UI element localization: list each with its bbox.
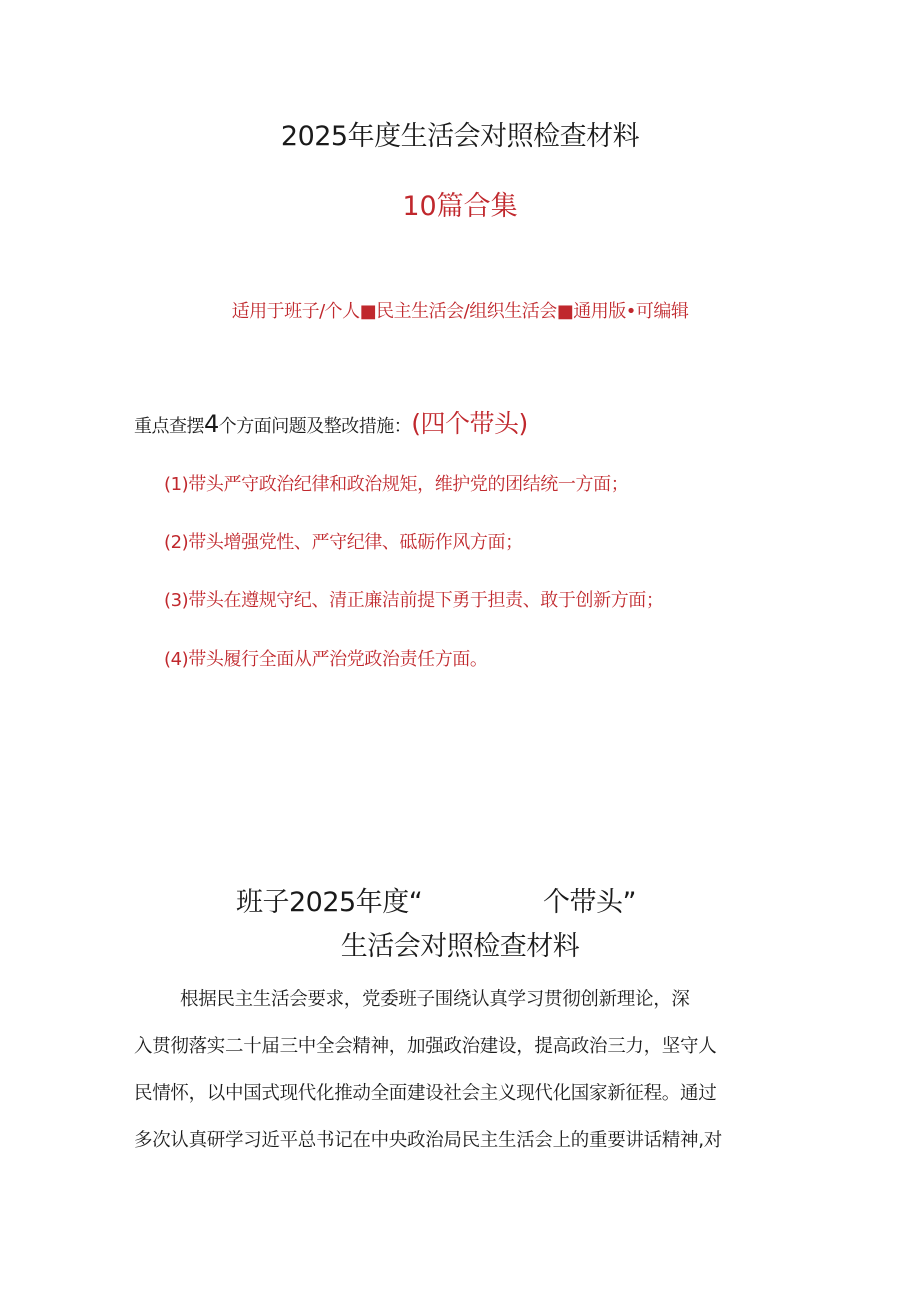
focus-emphasis: (四个带头)	[411, 409, 528, 438]
focus-suffix: 个方面问题及整改措施：	[218, 416, 412, 437]
focus-number: 4	[204, 410, 219, 438]
paragraph-line-4: 多次认真研学习近平总书记在中央政治局民主生活会上的重要讲话精神,对	[134, 1130, 722, 1151]
focus-heading	[134, 404, 528, 440]
paragraph-line-2: 入贯彻落实二十届三中全会精神，加强政治建设，提高政治三力，坚守人	[134, 1036, 717, 1057]
focus-item-3: (3)带头在遵规守纪、清正廉洁前提下勇于担责、敢于创新方面；	[164, 590, 664, 611]
document-title-part1: 班子2025年度“	[236, 887, 423, 918]
document-title-part2: 个带头”	[543, 887, 636, 918]
focus-item-4: (4)带头履行全面从严治党政治责任方面。	[164, 649, 488, 670]
focus-item-2: (2)带头增强党性、严守纪律、砥砺作风方面；	[164, 532, 523, 553]
focus-prefix: 重点查摆	[134, 416, 204, 437]
paragraph-line-1: 根据民主生活会要求，党委班子围绕认真学习贯彻创新理论，深	[180, 989, 690, 1010]
cover-title: 2025年度生活会对照检查材料	[280, 121, 640, 152]
paragraph-line-3: 民情怀，以中国式现代化推动全面建设社会主义现代化国家新征程。通过	[134, 1083, 717, 1104]
document-title-line2: 生活会对照检查材料	[340, 931, 580, 962]
cover-subtitle: 10篇合集	[402, 191, 518, 222]
applicability-note: 适用于班子/个人■民主生活会/组织生活会■通用版•可编辑	[231, 301, 689, 322]
focus-item-1: (1)带头严守政治纪律和政治规矩，维护党的团结统一方面；	[164, 474, 629, 495]
